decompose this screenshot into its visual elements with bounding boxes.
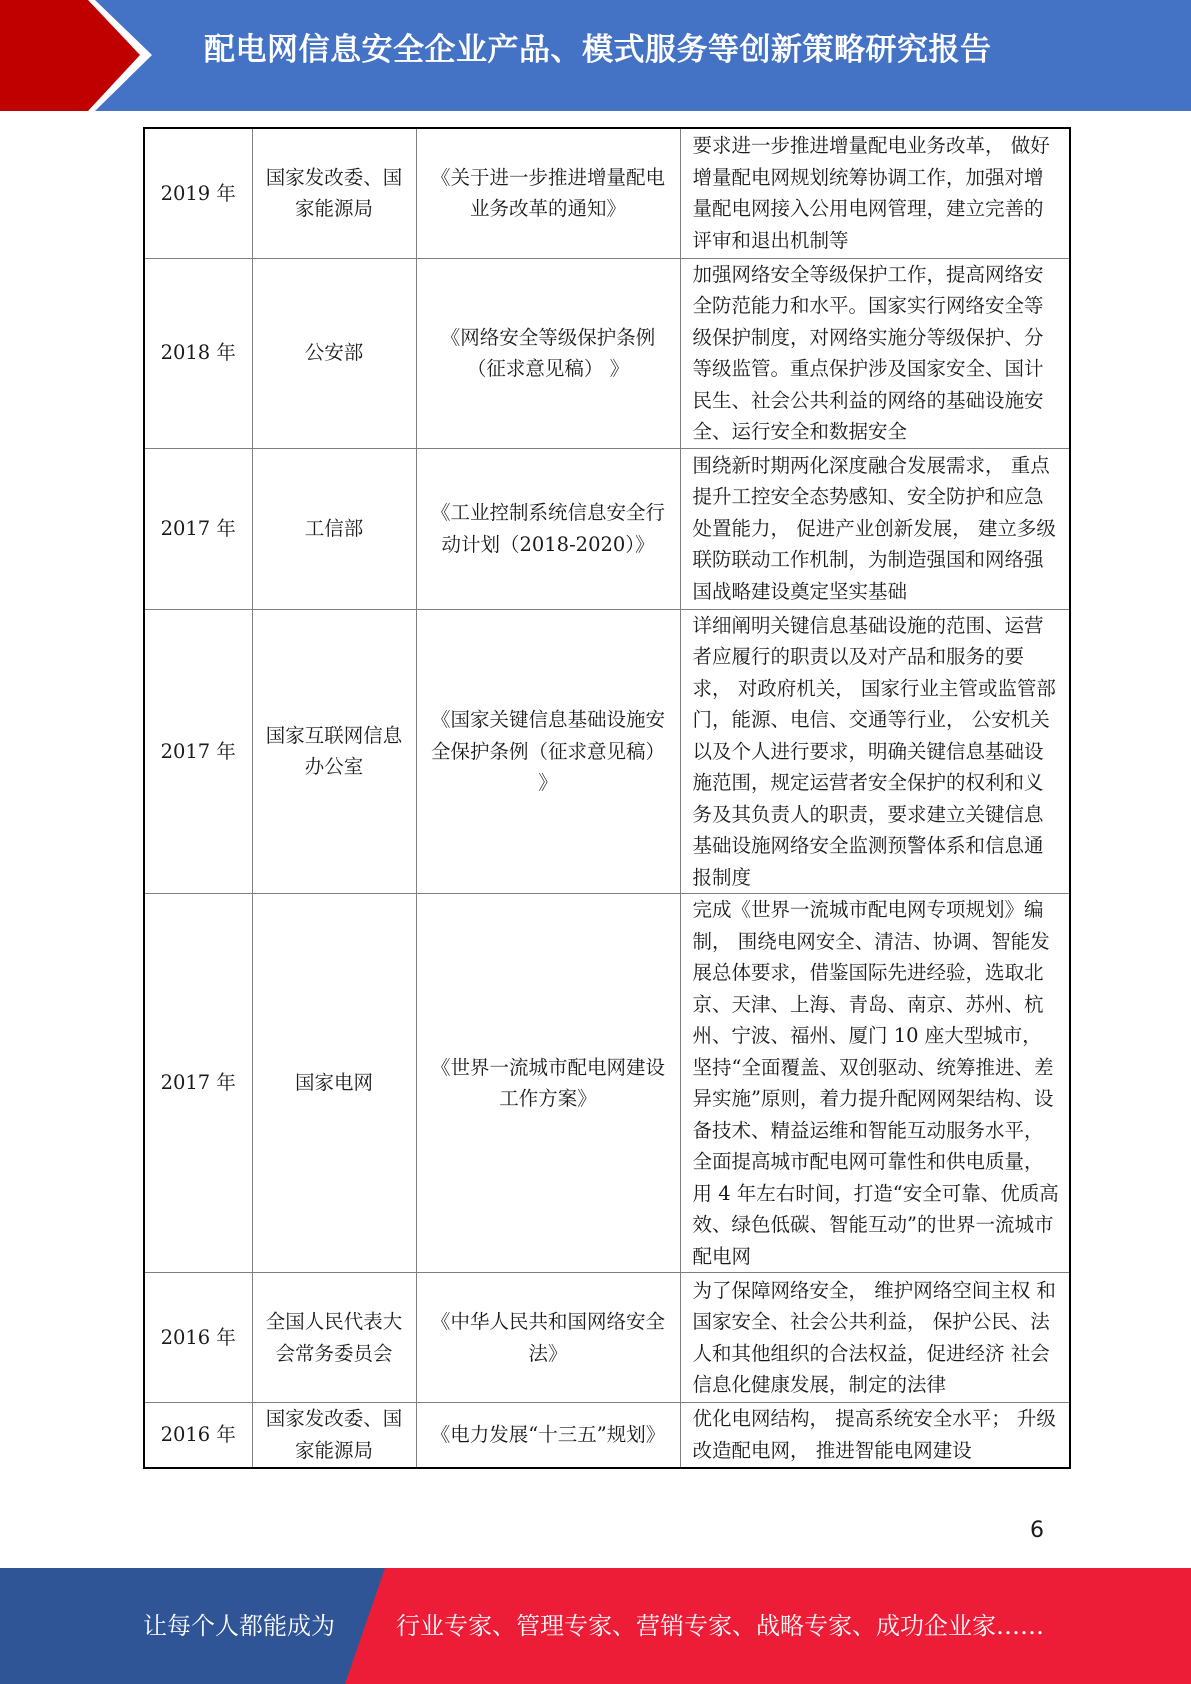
year-cell: 2016 年 xyxy=(144,1403,252,1468)
footer-slogan-left: 让每个人都能成为 xyxy=(143,1612,335,1640)
year-cell: 2018 年 xyxy=(144,258,252,448)
table-row xyxy=(144,609,1070,894)
year-cell: 2017 年 xyxy=(144,609,252,894)
document-cell: 《网络安全等级保护条例（征求意见稿） 》 xyxy=(416,258,680,448)
policy-table xyxy=(143,127,1071,1469)
department-cell: 国家互联网信息办公室 xyxy=(252,609,416,894)
department-cell: 国家电网 xyxy=(252,894,416,1273)
document-cell: 《中华人民共和国网络安全法》 xyxy=(416,1273,680,1403)
year-cell: 2017 年 xyxy=(144,448,252,609)
description-cell: 优化电网结构， 提高系统安全水平； 升级改造配电网， 推进智能电网建设 xyxy=(680,1403,1070,1468)
page-footer xyxy=(0,1568,1191,1684)
page-title: 配电网信息安全企业产品、模式服务等创新策略研究报告 xyxy=(204,32,992,68)
table-row xyxy=(144,128,1070,258)
year-cell: 2019 年 xyxy=(144,128,252,258)
description-cell: 加强网络安全等级保护工作，提高网络安全防范能力和水平。国家实行网络安全等级保护制度，对网络实施分等级保护、分等级监管。重点保护涉及国家安全、国计民生、社会公共利益的网络的基础设施安全、运行安全和数据安全 xyxy=(680,258,1070,448)
description-cell: 为了保障网络安全， 维护网络空间主权 和国家安全、社会公共利益， 保护公民、法人和其他组织的合法权益，促进经济 社会信息化健康发展，制定的法律 xyxy=(680,1273,1070,1403)
document-cell: 《电力发展“十三五”规划》 xyxy=(416,1403,680,1468)
department-cell: 国家发改委、国家能源局 xyxy=(252,1403,416,1468)
department-cell: 国家发改委、国家能源局 xyxy=(252,128,416,258)
footer-slogan-right: 行业专家、管理专家、营销专家、战略专家、成功企业家…… xyxy=(396,1612,1044,1640)
department-cell: 全国人民代表大会常务委员会 xyxy=(252,1273,416,1403)
document-cell: 《国家关键信息基础设施安全保护条例（征求意见稿） 》 xyxy=(416,609,680,894)
description-cell: 要求进一步推进增量配电业务改革， 做好增量配电网规划统筹协调工作，加强对增量配电网接入公用电网管理，建立完善的评审和退出机制等 xyxy=(680,128,1070,258)
table-row xyxy=(144,258,1070,448)
table-row xyxy=(144,448,1070,609)
header-chevron-decoration xyxy=(0,0,160,111)
description-cell: 详细阐明关键信息基础设施的范围、运营者应履行的职责以及对产品和服务的要求， 对政府机关， 国家行业主管或监管部门，能源、电信、交通等行业， 公安机关以及个人进行要求，明确关键信息基础设施范围，规定运营者安全保护的权利和义务及其负责人的职责，要求建立关键信息基础设施网络安全监测预警体系和信息通报制度 xyxy=(680,609,1070,894)
table-row xyxy=(144,894,1070,1273)
document-cell: 《关于进一步推进增量配电业务改革的通知》 xyxy=(416,128,680,258)
year-cell: 2016 年 xyxy=(144,1273,252,1403)
page-number: 6 xyxy=(1030,1518,1044,1543)
department-cell: 公安部 xyxy=(252,258,416,448)
department-cell: 工信部 xyxy=(252,448,416,609)
table-row xyxy=(144,1273,1070,1403)
document-cell: 《工业控制系统信息安全行动计划（2018-2020）》 xyxy=(416,448,680,609)
table-row xyxy=(144,1403,1070,1468)
description-cell: 完成《世界一流城市配电网专项规划》编制， 围绕电网安全、清洁、协调、智能发展总体要求，借鉴国际先进经验，选取北京、天津、上海、青岛、南京、苏州、杭州、宁波、福州、厦门 10 座大型城市，坚持“全面覆盖、双创驱动、统筹推进、差异实施”原则，着力提升配网网架结构、设备技术、精益运维和智能互动服务水平， 全面提高城市配电网可靠性和供电质量，用 4 年左右时间，打造“安全可靠、优质高效、绿色低碳、智能互动”的世界一流城市配电网 xyxy=(680,894,1070,1273)
year-cell: 2017 年 xyxy=(144,894,252,1273)
description-cell: 围绕新时期两化深度融合发展需求， 重点提升工控安全态势感知、安全防护和应急处置能力， 促进产业创新发展， 建立多级联防联动工作机制，为制造强国和网络强国战略建设奠定坚实基础 xyxy=(680,448,1070,609)
page-header xyxy=(0,0,1191,111)
document-cell: 《世界一流城市配电网建设工作方案》 xyxy=(416,894,680,1273)
